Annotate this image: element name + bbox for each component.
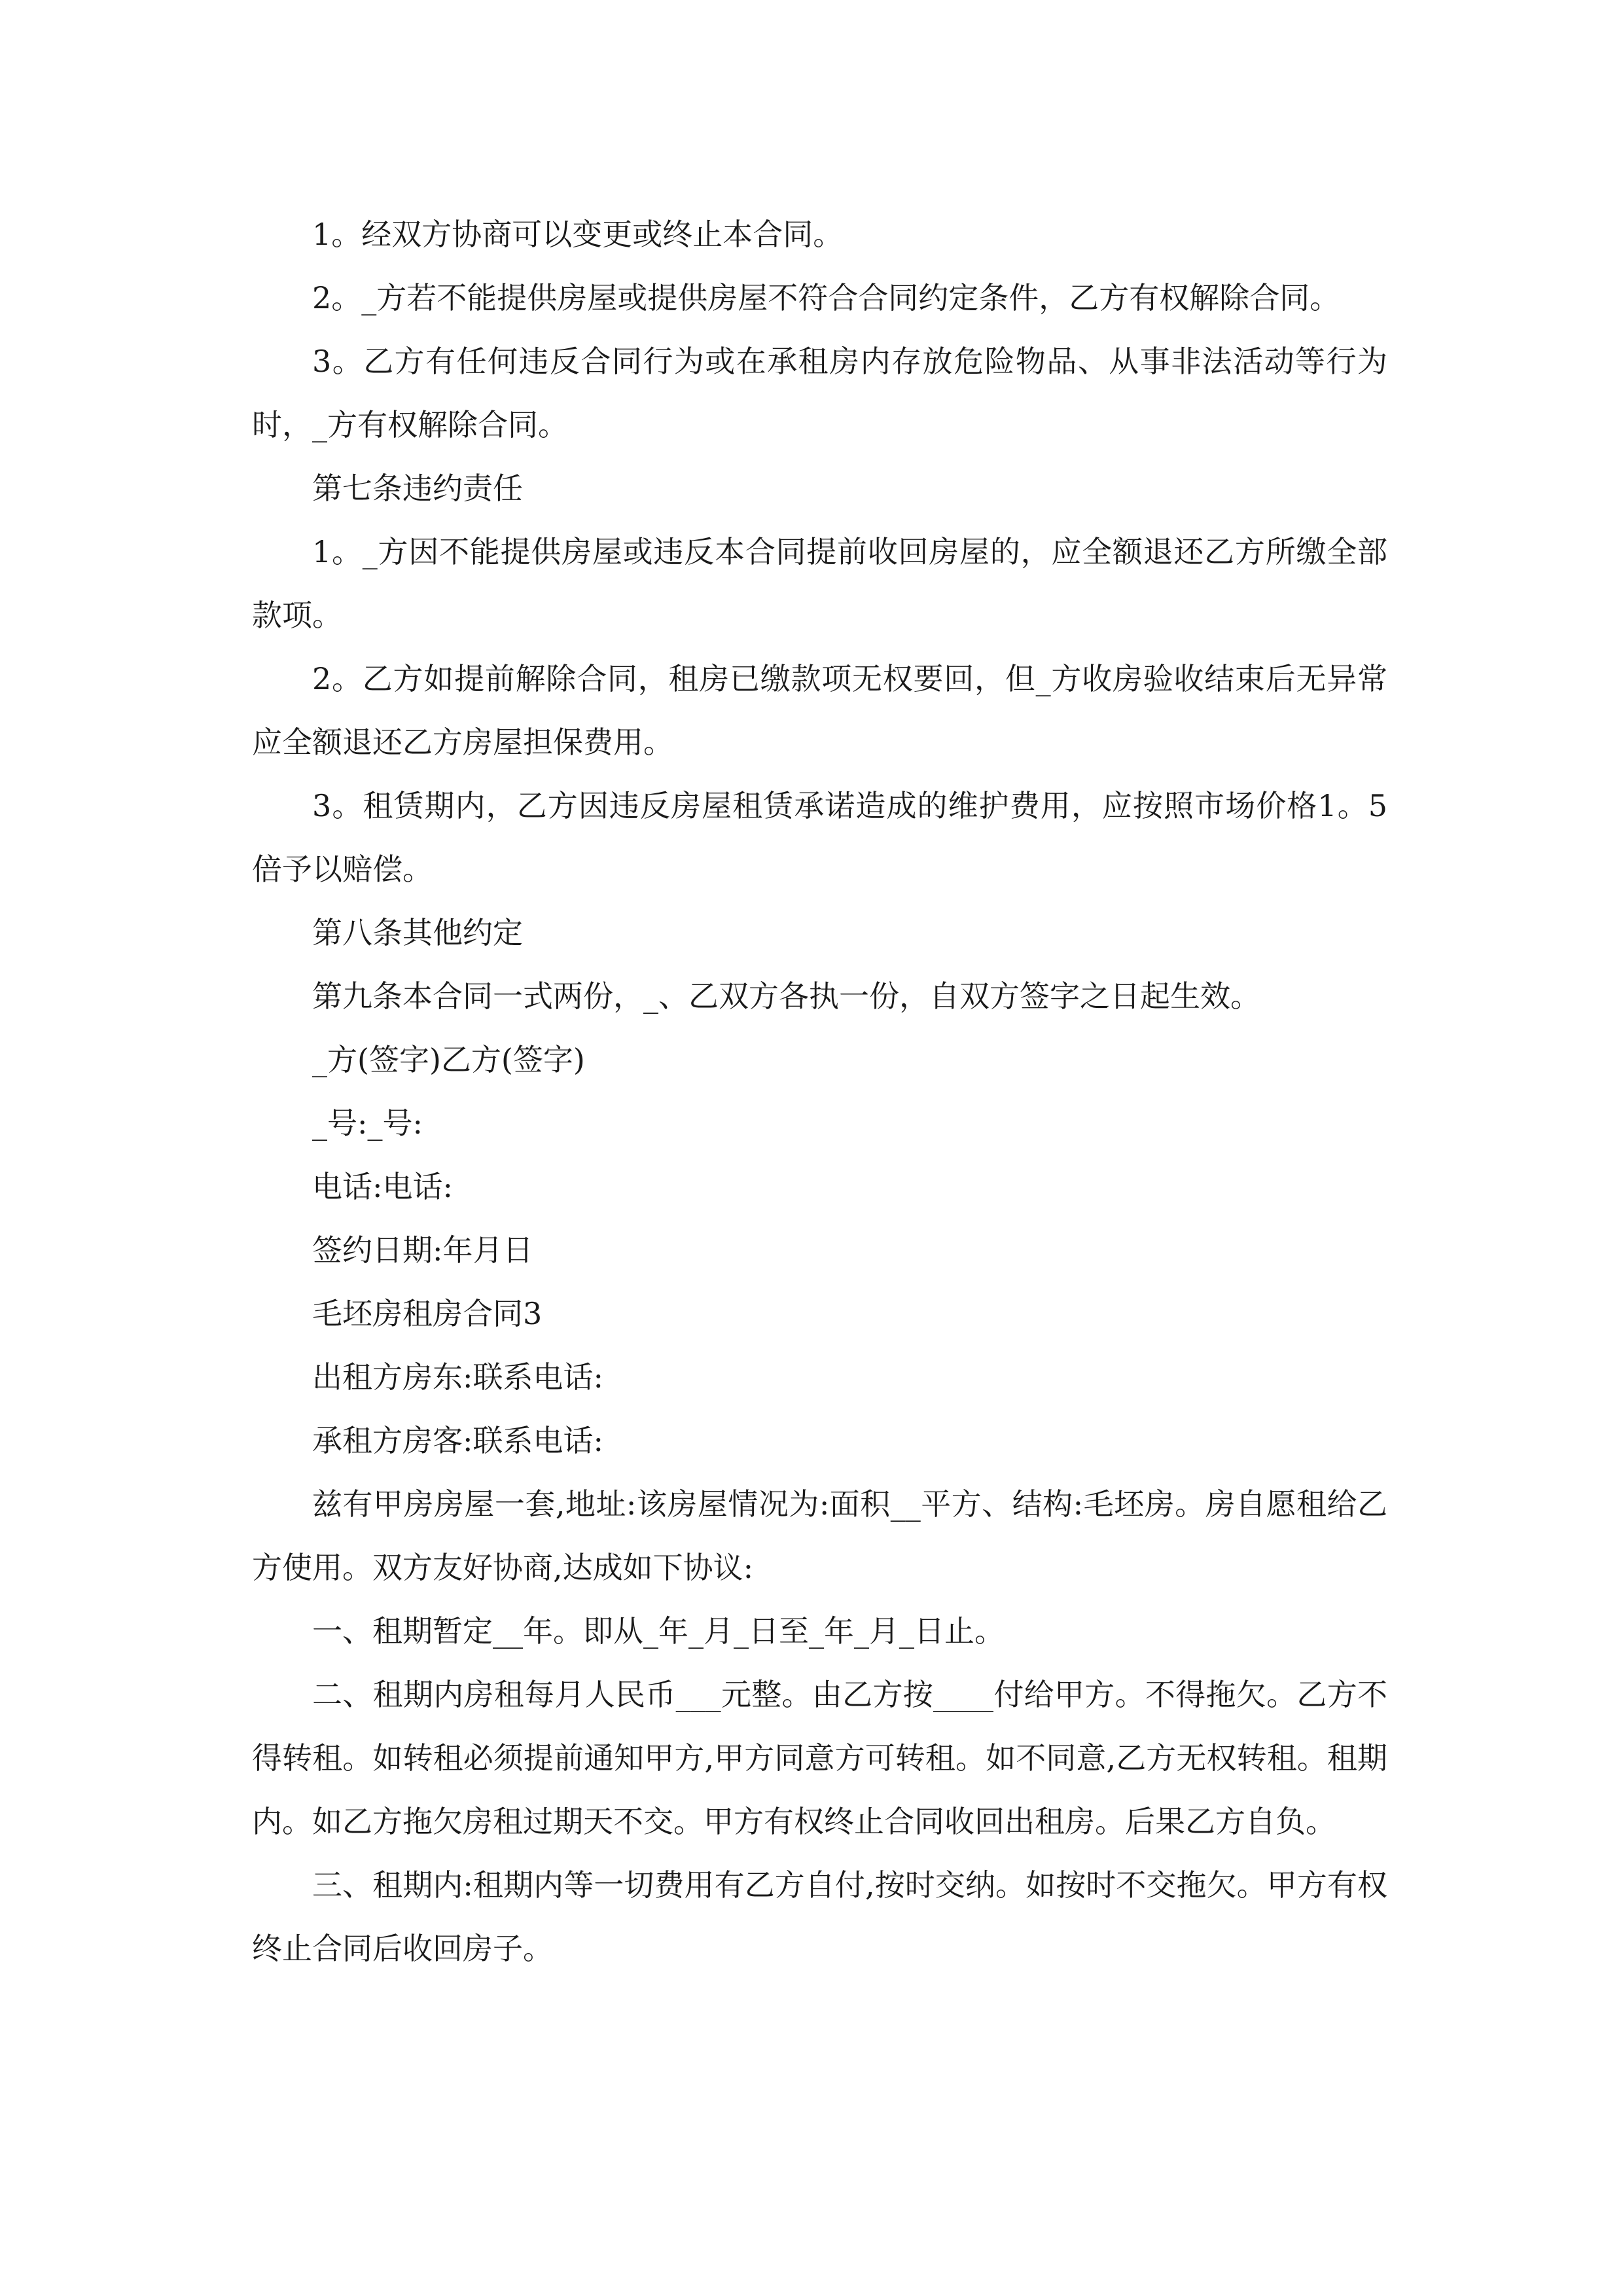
phone-line: 电话:电话: [312, 1169, 453, 1204]
section-heading-article-8: 第八条其他约定 [312, 915, 523, 950]
fees-clause-3: 三、租期内:租期内等一切费用有乙方自付,按时交纳。如按时不交拖欠。甲方有权终止合同后收回房子。 [252, 1867, 1387, 1966]
clause-liability-1: 1。_方因不能提供房屋或违反本合同提前收回房屋的，应全额退还乙方所缴全部款项。 [252, 534, 1387, 633]
lessee-line: 承租方房客:联系电话: [312, 1423, 603, 1458]
id-number-line: _号:_号: [312, 1105, 423, 1141]
rent-clause-2: 二、租期内房租每月人民币___元整。由乙方按____付给甲方。不得拖欠。乙方不得转租。如转租必须提前通知甲方,甲方同意方可转租。如不同意,乙方无权转租。租期内。如乙方拖欠房租过期天不交。甲方有权终止合同收回出租房。后果乙方自负。 [252, 1677, 1387, 1839]
section-heading-article-7: 第七条违约责任 [312, 471, 523, 506]
sign-date-line: 签约日期:年月日 [312, 1232, 533, 1268]
document-body [252, 203, 1387, 1981]
clause-liability-3: 3。租赁期内，乙方因违反房屋租赁承诺造成的维护费用，应按照市场价格1。5倍予以赔偿。 [252, 788, 1387, 887]
property-description: 兹有甲房房屋一套,地址:该房屋情况为:面积__平方、结构:毛坯房。房自愿租给乙方使用。双方友好协商,达成如下协议: [252, 1486, 1387, 1585]
clause-termination-2: 2。_方若不能提供房屋或提供房屋不符合合同约定条件，乙方有权解除合同。 [312, 280, 1340, 315]
term-clause-1: 一、租期暂定__年。即从_年_月_日至_年_月_日止。 [312, 1613, 1005, 1649]
clause-termination-3: 3。乙方有任何违反合同行为或在承租房内存放危险物品、从事非法活动等行为时，_方有权解除合同。 [252, 344, 1387, 442]
clause-liability-2: 2。乙方如提前解除合同，租房已缴款项无权要回，但_方收房验收结束后无异常应全额退还乙方房屋担保费用。 [252, 661, 1387, 760]
clause-termination-1: 1。经双方协商可以变更或终止本合同。 [312, 217, 844, 252]
signature-line: _方(签字)乙方(签字) [312, 1042, 585, 1077]
contract-title: 毛坯房租房合同3 [312, 1296, 543, 1331]
lessor-line: 出租方房东:联系电话: [312, 1359, 603, 1395]
section-article-9: 第九条本合同一式两份，_、乙双方各执一份，自双方签字之日起生效。 [312, 978, 1260, 1014]
